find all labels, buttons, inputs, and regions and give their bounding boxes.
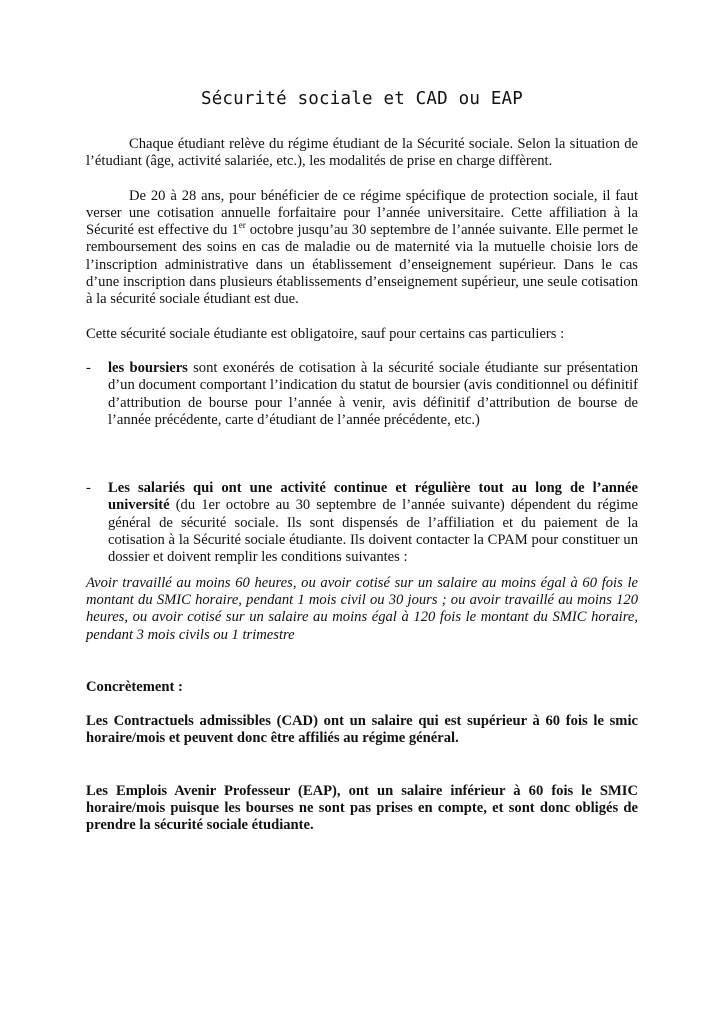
age-paragraph <box>86 188 638 309</box>
ordinal-superscript: er <box>238 220 246 231</box>
bullet-item-boursiers <box>86 360 638 429</box>
document-page <box>86 87 638 835</box>
page-title: Sécurité sociale et CAD ou EAP <box>200 89 524 109</box>
bullet-boursiers-bold: les boursiers <box>108 359 188 376</box>
mandatory-paragraph: Cette sécurité sociale étudiante est obligatoire, sauf pour certains cas particuliers : <box>86 325 565 342</box>
age-paragraph-text-start: De 20 à 28 ans, pour bénéficier de ce régime spécifique de protection sociale, il faut verser une cotisation annuelle forfaitaire pour l’année universitaire. Cette affiliation à la Sécurité est effective du 1 <box>86 187 638 239</box>
bullet-dash: - <box>86 480 91 497</box>
cad-paragraph: Les Contractuels admissibles (CAD) ont un salaire qui est supérieur à 60 fois le smic horaire/mois et peuvent donc être affiliés au régime général. <box>86 713 638 747</box>
conditions-paragraph: Avoir travaillé au moins 60 heures, ou avoir cotisé sur un salaire au moins égal à 60 fois le montant du SMIC horaire, pendant 1 mois civil ou 30 jours ; ou avoir travaillé au moins 120 heures, ou avoir cotisé sur un salaire au moins égal à 120 fois le montant du SMIC horaire, pendant 3 mois civils ou 1 trimestre <box>86 574 638 643</box>
bullet-boursiers-text: sont exonérés de cotisation à la sécurité sociale étudiante sur présentation d’un document comportant l’indication du statut de boursier (avis conditionnel ou définitif d’attribution de bourse pour l’année à venir, avis définitif d’attribution de bourse de l’année précédente, carte d’étudiant de l’année précédente, etc.) <box>108 359 638 428</box>
age-paragraph-text-end: octobre jusqu’au 30 septembre de l’année suivante. Elle permet le remboursement des soins en cas de maladie ou de maternité via la mutuelle choisie lors de l’inscription administrative dans un établissement d’enseignement supérieur. Dans le cas d’une inscription dans plusieurs établissements d’enseignement supérieur, une seule cotisation à la sécurité sociale étudiant est due. <box>86 222 638 308</box>
eap-paragraph: Les Emplois Avenir Professeur (EAP), ont un salaire inférieur à 60 fois le SMIC horaire/mois puisque les bourses ne sont pas prises en compte, et sont donc obligés de prendre la sécurité sociale étudiante. <box>86 782 638 834</box>
bullet-salaries-text: (du 1er octobre au 30 septembre de l’année suivante) dépendent du régime général de sécurité sociale. Ils sont dispensés de l’affiliation et du paiement de la cotisation à la Sécurité sociale étudiante. Ils doivent contacter la CPAM pour constituer un dossier et doivent remplir les conditions suivantes : <box>108 497 638 566</box>
bullet-salaries-bold: Les salariés qui ont une activité continue et régulière tout au long de l’année université <box>108 480 638 514</box>
bullet-dash: - <box>86 359 91 376</box>
bullet-item-salaries <box>86 480 638 566</box>
intro-paragraph: Chaque étudiant relève du régime étudiant de la Sécurité sociale. Selon la situation de l’étudiant (âge, activité salariée, etc.), les modalités de prise en charge diffèrent. <box>86 136 638 170</box>
concretement-heading: Concrètement : <box>86 678 183 695</box>
